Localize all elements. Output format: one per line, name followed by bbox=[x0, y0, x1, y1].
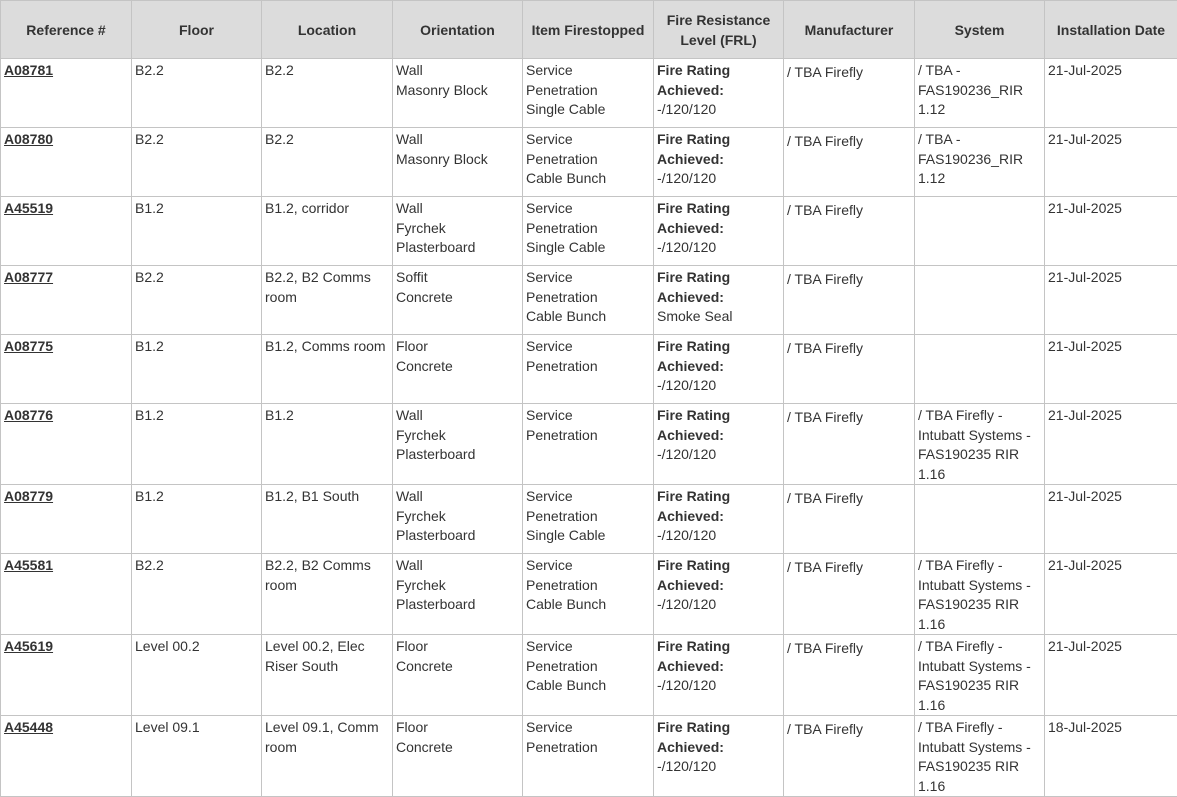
location-value: B2.2, B2 Comms room bbox=[265, 557, 371, 593]
system-cell bbox=[915, 716, 1045, 797]
table-header bbox=[1, 1, 1177, 59]
manufacturer-cell bbox=[784, 635, 915, 716]
installation-date-value: 21-Jul-2025 bbox=[1048, 269, 1122, 285]
installation-date-cell bbox=[1045, 59, 1177, 128]
frl-cell bbox=[654, 197, 784, 266]
installation-date-value: 21-Jul-2025 bbox=[1048, 62, 1122, 78]
col-header-reference[interactable]: Reference # bbox=[1, 1, 132, 59]
orientation-line: Soffit bbox=[396, 268, 519, 288]
item-line: Service bbox=[526, 61, 650, 81]
frl-label: Fire Rating Achieved: bbox=[657, 556, 780, 595]
orientation-line: Concrete bbox=[396, 288, 519, 308]
table-row bbox=[1, 335, 1177, 404]
item-line: Penetration bbox=[526, 357, 650, 377]
item-line: Service bbox=[526, 130, 650, 150]
col-header-manufacturer[interactable]: Manufacturer bbox=[784, 1, 915, 59]
reference-cell bbox=[1, 266, 132, 335]
item-firestopped-cell bbox=[523, 266, 654, 335]
orientation-line: Masonry Block bbox=[396, 150, 519, 170]
reference-cell bbox=[1, 554, 132, 635]
installation-date-value: 21-Jul-2025 bbox=[1048, 638, 1122, 654]
item-firestopped-cell bbox=[523, 485, 654, 554]
frl-label: Fire Rating Achieved: bbox=[657, 487, 780, 526]
table-row bbox=[1, 404, 1177, 485]
orientation-line: Wall bbox=[396, 406, 519, 426]
reference-link[interactable]: A08777 bbox=[4, 269, 53, 285]
frl-cell bbox=[654, 266, 784, 335]
location-value: B2.2, B2 Comms room bbox=[265, 269, 371, 305]
system-cell bbox=[915, 128, 1045, 197]
location-cell bbox=[262, 716, 393, 797]
floor-value: B2.2 bbox=[135, 62, 164, 78]
system-cell bbox=[915, 554, 1045, 635]
item-line: Cable Bunch bbox=[526, 307, 650, 327]
reference-link[interactable]: A08776 bbox=[4, 407, 53, 423]
frl-value: -/120/120 bbox=[657, 376, 780, 396]
frl-cell bbox=[654, 404, 784, 485]
frl-cell bbox=[654, 128, 784, 197]
item-line: Service bbox=[526, 718, 650, 738]
col-header-item-firestopped[interactable]: Item Firestopped bbox=[523, 1, 654, 59]
orientation-cell bbox=[393, 404, 523, 485]
manufacturer-cell bbox=[784, 197, 915, 266]
reference-link[interactable]: A08779 bbox=[4, 488, 53, 504]
location-value: B2.2 bbox=[265, 131, 294, 147]
reference-link[interactable]: A45619 bbox=[4, 638, 53, 654]
location-cell bbox=[262, 59, 393, 128]
orientation-cell bbox=[393, 335, 523, 404]
manufacturer-cell bbox=[784, 716, 915, 797]
system-cell bbox=[915, 59, 1045, 128]
manufacturer-value: / TBA Firefly bbox=[787, 409, 863, 425]
system-cell bbox=[915, 485, 1045, 554]
col-header-frl[interactable]: Fire Resistance Level (FRL) bbox=[654, 1, 784, 59]
floor-value: B1.2 bbox=[135, 407, 164, 423]
item-line: Service bbox=[526, 337, 650, 357]
item-firestopped-cell bbox=[523, 635, 654, 716]
floor-cell bbox=[132, 128, 262, 197]
floor-value: B1.2 bbox=[135, 200, 164, 216]
orientation-cell bbox=[393, 716, 523, 797]
floor-value: B1.2 bbox=[135, 488, 164, 504]
manufacturer-value: / TBA Firefly bbox=[787, 340, 863, 356]
frl-value: -/120/120 bbox=[657, 238, 780, 258]
reference-cell bbox=[1, 485, 132, 554]
item-firestopped-cell bbox=[523, 128, 654, 197]
installation-date-value: 21-Jul-2025 bbox=[1048, 407, 1122, 423]
installation-date-value: 21-Jul-2025 bbox=[1048, 131, 1122, 147]
installation-date-cell bbox=[1045, 197, 1177, 266]
reference-link[interactable]: A08781 bbox=[4, 62, 53, 78]
installation-date-cell bbox=[1045, 554, 1177, 635]
system-value: / TBA - FAS190236_RIR 1.12 bbox=[918, 131, 1023, 186]
reference-cell bbox=[1, 404, 132, 485]
frl-value: -/120/120 bbox=[657, 676, 780, 696]
installation-date-cell bbox=[1045, 716, 1177, 797]
orientation-cell bbox=[393, 554, 523, 635]
system-cell bbox=[915, 635, 1045, 716]
installation-date-value: 21-Jul-2025 bbox=[1048, 338, 1122, 354]
orientation-line: Wall bbox=[396, 199, 519, 219]
item-line: Penetration bbox=[526, 219, 650, 239]
manufacturer-value: / TBA Firefly bbox=[787, 64, 863, 80]
orientation-line: Masonry Block bbox=[396, 81, 519, 101]
reference-link[interactable]: A45448 bbox=[4, 719, 53, 735]
orientation-line: Plasterboard bbox=[396, 445, 519, 465]
floor-value: B1.2 bbox=[135, 338, 164, 354]
orientation-line: Floor bbox=[396, 718, 519, 738]
item-line: Cable Bunch bbox=[526, 595, 650, 615]
location-value: B1.2, B1 South bbox=[265, 488, 359, 504]
frl-value: -/120/120 bbox=[657, 445, 780, 465]
frl-cell bbox=[654, 554, 784, 635]
installation-date-cell bbox=[1045, 485, 1177, 554]
manufacturer-value: / TBA Firefly bbox=[787, 133, 863, 149]
frl-cell bbox=[654, 335, 784, 404]
floor-cell bbox=[132, 635, 262, 716]
orientation-line: Fyrchek bbox=[396, 576, 519, 596]
item-firestopped-cell bbox=[523, 554, 654, 635]
manufacturer-value: / TBA Firefly bbox=[787, 721, 863, 737]
reference-cell bbox=[1, 716, 132, 797]
installation-date-value: 18-Jul-2025 bbox=[1048, 719, 1122, 735]
installation-date-cell bbox=[1045, 404, 1177, 485]
item-line: Penetration bbox=[526, 81, 650, 101]
orientation-line: Plasterboard bbox=[396, 238, 519, 258]
item-line: Cable Bunch bbox=[526, 676, 650, 696]
frl-cell bbox=[654, 635, 784, 716]
manufacturer-cell bbox=[784, 59, 915, 128]
location-cell bbox=[262, 197, 393, 266]
installation-date-cell bbox=[1045, 635, 1177, 716]
system-value: / TBA Firefly - Intubatt Systems - FAS190235 RIR 1.16 bbox=[918, 407, 1031, 482]
installation-date-cell bbox=[1045, 335, 1177, 404]
orientation-line: Plasterboard bbox=[396, 526, 519, 546]
frl-value: Smoke Seal bbox=[657, 307, 780, 327]
floor-cell bbox=[132, 335, 262, 404]
floor-cell bbox=[132, 266, 262, 335]
system-value: / TBA Firefly - Intubatt Systems - FAS190235 RIR 1.16 bbox=[918, 638, 1031, 713]
item-line: Penetration bbox=[526, 288, 650, 308]
floor-cell bbox=[132, 554, 262, 635]
item-line: Penetration bbox=[526, 507, 650, 527]
orientation-line: Concrete bbox=[396, 357, 519, 377]
frl-value: -/120/120 bbox=[657, 757, 780, 777]
floor-cell bbox=[132, 404, 262, 485]
table-row bbox=[1, 197, 1177, 266]
floor-value: Level 00.2 bbox=[135, 638, 200, 654]
orientation-line: Wall bbox=[396, 130, 519, 150]
floor-cell bbox=[132, 485, 262, 554]
location-value: Level 00.2, Elec Riser South bbox=[265, 638, 365, 674]
table-row bbox=[1, 128, 1177, 197]
frl-cell bbox=[654, 59, 784, 128]
location-value: B1.2, corridor bbox=[265, 200, 349, 216]
orientation-line: Wall bbox=[396, 61, 519, 81]
location-value: Level 09.1, Comm room bbox=[265, 719, 379, 755]
col-header-floor[interactable]: Floor bbox=[132, 1, 262, 59]
installation-date-value: 21-Jul-2025 bbox=[1048, 557, 1122, 573]
manufacturer-value: / TBA Firefly bbox=[787, 202, 863, 218]
frl-label: Fire Rating Achieved: bbox=[657, 718, 780, 757]
table-row bbox=[1, 485, 1177, 554]
item-firestopped-cell bbox=[523, 197, 654, 266]
system-cell bbox=[915, 197, 1045, 266]
reference-link[interactable]: A45581 bbox=[4, 557, 53, 573]
orientation-line: Concrete bbox=[396, 738, 519, 758]
item-firestopped-cell bbox=[523, 716, 654, 797]
orientation-line: Fyrchek bbox=[396, 426, 519, 446]
manufacturer-value: / TBA Firefly bbox=[787, 490, 863, 506]
orientation-line: Concrete bbox=[396, 657, 519, 677]
item-line: Penetration bbox=[526, 576, 650, 596]
frl-value: -/120/120 bbox=[657, 169, 780, 189]
frl-cell bbox=[654, 716, 784, 797]
col-header-system[interactable]: System bbox=[915, 1, 1045, 59]
item-line: Single Cable bbox=[526, 100, 650, 120]
table-row bbox=[1, 554, 1177, 635]
frl-label: Fire Rating Achieved: bbox=[657, 406, 780, 445]
orientation-cell bbox=[393, 128, 523, 197]
orientation-cell bbox=[393, 59, 523, 128]
item-line: Service bbox=[526, 406, 650, 426]
orientation-line: Plasterboard bbox=[396, 595, 519, 615]
item-line: Service bbox=[526, 556, 650, 576]
item-line: Cable Bunch bbox=[526, 169, 650, 189]
manufacturer-cell bbox=[784, 404, 915, 485]
item-line: Service bbox=[526, 637, 650, 657]
floor-cell bbox=[132, 197, 262, 266]
reference-cell bbox=[1, 335, 132, 404]
installation-date-cell bbox=[1045, 128, 1177, 197]
reference-cell bbox=[1, 197, 132, 266]
item-line: Single Cable bbox=[526, 526, 650, 546]
system-cell bbox=[915, 335, 1045, 404]
system-cell bbox=[915, 266, 1045, 335]
manufacturer-cell bbox=[784, 128, 915, 197]
item-line: Penetration bbox=[526, 657, 650, 677]
manufacturer-cell bbox=[784, 335, 915, 404]
frl-value: -/120/120 bbox=[657, 595, 780, 615]
table-row bbox=[1, 59, 1177, 128]
orientation-line: Fyrchek bbox=[396, 219, 519, 239]
floor-value: B2.2 bbox=[135, 557, 164, 573]
orientation-cell bbox=[393, 197, 523, 266]
reference-link[interactable]: A08780 bbox=[4, 131, 53, 147]
manufacturer-cell bbox=[784, 554, 915, 635]
location-cell bbox=[262, 335, 393, 404]
floor-value: Level 09.1 bbox=[135, 719, 200, 735]
frl-label: Fire Rating Achieved: bbox=[657, 61, 780, 100]
item-line: Service bbox=[526, 199, 650, 219]
item-firestopped-cell bbox=[523, 404, 654, 485]
table-row bbox=[1, 635, 1177, 716]
reference-cell bbox=[1, 635, 132, 716]
installation-date-value: 21-Jul-2025 bbox=[1048, 488, 1122, 504]
frl-label: Fire Rating Achieved: bbox=[657, 199, 780, 238]
orientation-cell bbox=[393, 485, 523, 554]
location-value: B1.2, Comms room bbox=[265, 338, 386, 354]
col-header-location[interactable]: Location bbox=[262, 1, 393, 59]
item-line: Penetration bbox=[526, 426, 650, 446]
reference-cell bbox=[1, 128, 132, 197]
system-value: / TBA - FAS190236_RIR 1.12 bbox=[918, 62, 1023, 117]
frl-label: Fire Rating Achieved: bbox=[657, 637, 780, 676]
installation-date-cell bbox=[1045, 266, 1177, 335]
manufacturer-cell bbox=[784, 485, 915, 554]
floor-cell bbox=[132, 716, 262, 797]
item-firestopped-cell bbox=[523, 335, 654, 404]
frl-label: Fire Rating Achieved: bbox=[657, 337, 780, 376]
item-line: Service bbox=[526, 268, 650, 288]
location-cell bbox=[262, 554, 393, 635]
manufacturer-value: / TBA Firefly bbox=[787, 271, 863, 287]
table-row bbox=[1, 266, 1177, 335]
reference-link[interactable]: A08775 bbox=[4, 338, 53, 354]
reference-cell bbox=[1, 59, 132, 128]
col-header-orientation[interactable]: Orientation bbox=[393, 1, 523, 59]
location-cell bbox=[262, 404, 393, 485]
frl-value: -/120/120 bbox=[657, 100, 780, 120]
location-cell bbox=[262, 635, 393, 716]
col-header-installation-date[interactable]: Installation Date bbox=[1045, 1, 1177, 59]
system-value: / TBA Firefly - Intubatt Systems - FAS190235 RIR 1.16 bbox=[918, 719, 1031, 794]
floor-value: B2.2 bbox=[135, 131, 164, 147]
manufacturer-cell bbox=[784, 266, 915, 335]
location-cell bbox=[262, 128, 393, 197]
manufacturer-value: / TBA Firefly bbox=[787, 559, 863, 575]
orientation-line: Wall bbox=[396, 556, 519, 576]
orientation-cell bbox=[393, 266, 523, 335]
floor-cell bbox=[132, 59, 262, 128]
location-value: B2.2 bbox=[265, 62, 294, 78]
manufacturer-value: / TBA Firefly bbox=[787, 640, 863, 656]
system-value: / TBA Firefly - Intubatt Systems - FAS190235 RIR 1.16 bbox=[918, 557, 1031, 632]
table-row bbox=[1, 716, 1177, 797]
system-cell bbox=[915, 404, 1045, 485]
orientation-cell bbox=[393, 635, 523, 716]
installation-date-value: 21-Jul-2025 bbox=[1048, 200, 1122, 216]
item-firestopped-cell bbox=[523, 59, 654, 128]
reference-link[interactable]: A45519 bbox=[4, 200, 53, 216]
item-line: Penetration bbox=[526, 738, 650, 758]
orientation-line: Floor bbox=[396, 337, 519, 357]
table-body bbox=[1, 59, 1177, 797]
orientation-line: Floor bbox=[396, 637, 519, 657]
item-line: Penetration bbox=[526, 150, 650, 170]
location-cell bbox=[262, 485, 393, 554]
frl-value: -/120/120 bbox=[657, 526, 780, 546]
item-line: Single Cable bbox=[526, 238, 650, 258]
location-value: B1.2 bbox=[265, 407, 294, 423]
orientation-line: Fyrchek bbox=[396, 507, 519, 527]
frl-label: Fire Rating Achieved: bbox=[657, 130, 780, 169]
frl-cell bbox=[654, 485, 784, 554]
frl-label: Fire Rating Achieved: bbox=[657, 268, 780, 307]
location-cell bbox=[262, 266, 393, 335]
floor-value: B2.2 bbox=[135, 269, 164, 285]
orientation-line: Wall bbox=[396, 487, 519, 507]
item-line: Service bbox=[526, 487, 650, 507]
